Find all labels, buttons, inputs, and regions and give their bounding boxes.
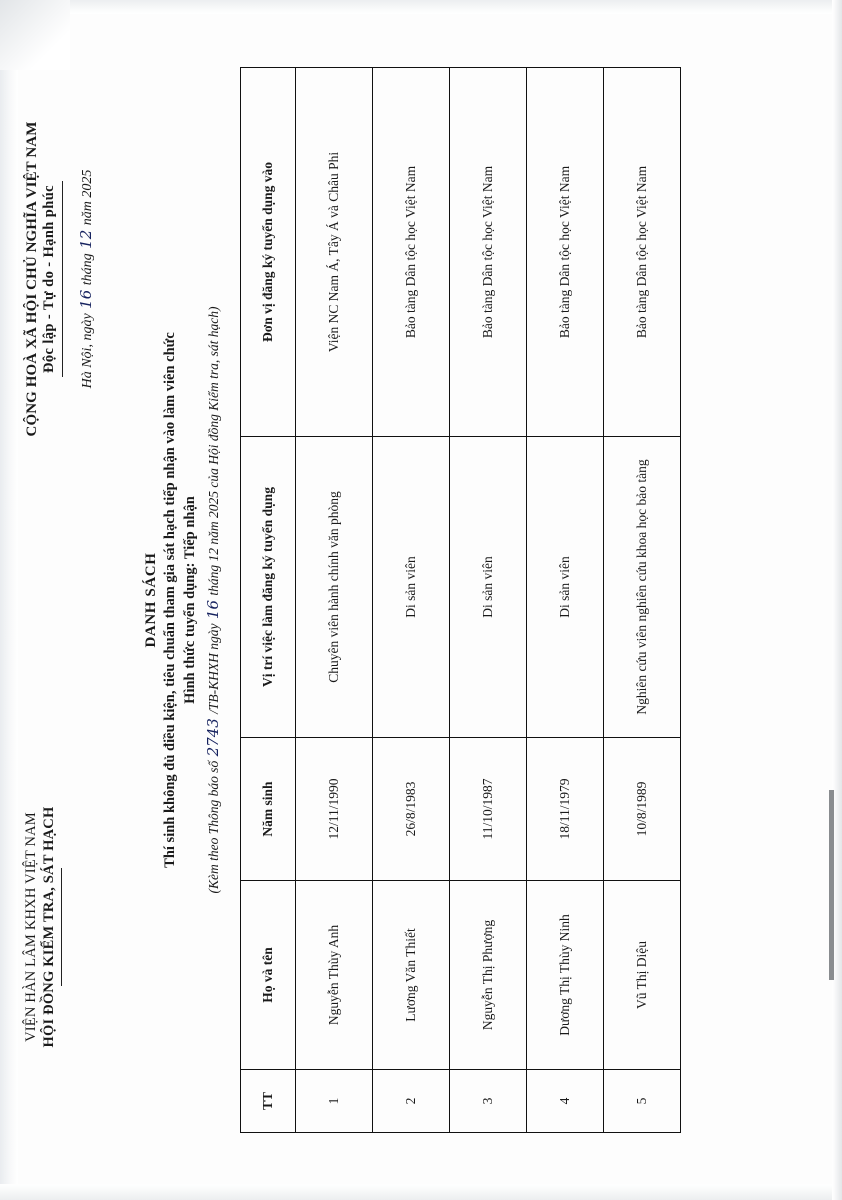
document-subtitle: Thí sinh không đủ điều kiện, tiêu chuẩn tham gia sát hạch tiếp nhận vào làm viên chức <box>162 332 179 868</box>
cell-unit: Bảo tàng Dân tộc học Việt Nam <box>449 68 526 437</box>
cell-name: Dương Thị Thùy Ninh <box>526 881 603 1070</box>
column-header-tt: TT <box>240 1070 295 1133</box>
place-date-mid: tháng <box>79 253 95 286</box>
cell-name: Nguyễn Thùy Anh <box>295 881 372 1070</box>
cell-tt: 3 <box>449 1070 526 1133</box>
cell-birth-year: 11/10/1987 <box>449 738 526 881</box>
cell-unit: Bảo tàng Dân tộc học Việt Nam <box>603 68 680 437</box>
national-motto: Độc lập - Tự do - Hạnh phúc <box>41 184 58 374</box>
cell-name: Lương Văn Thiết <box>372 881 449 1070</box>
scanner-edge-mark <box>829 790 834 980</box>
cell-unit: Bảo tàng Dân tộc học Việt Nam <box>372 68 449 437</box>
place-date-suffix: năm 2025 <box>79 169 95 226</box>
handwritten-document-number: 2743 <box>204 718 223 757</box>
reference-mid: /TB-KHXH ngày <box>206 623 222 714</box>
table-row <box>526 68 603 1133</box>
issuing-organization <box>23 712 62 1142</box>
cell-birth-year: 26/8/1983 <box>372 738 449 881</box>
table-row <box>449 68 526 1133</box>
table-row <box>295 68 372 1133</box>
page-edge-shadow-bottom <box>0 1184 842 1200</box>
country-name: CỘNG HOÀ XÃ HỘI CHỦ NGHĨA VIỆT NAM <box>24 121 40 437</box>
header-divider-right <box>62 181 63 377</box>
cell-unit: Bảo tàng Dân tộc học Việt Nam <box>526 68 603 437</box>
cell-name: Nguyễn Thị Phượng <box>449 881 526 1070</box>
page-edge-shadow-right <box>832 0 842 1200</box>
table-row <box>603 68 680 1133</box>
candidate-table <box>240 67 681 1133</box>
reference-tail: tháng 12 năm 2025 của Hội đồng Kiểm tra, sát hạch) <box>206 306 222 596</box>
document-header <box>21 20 133 1180</box>
table-row <box>372 68 449 1133</box>
cell-birth-year: 18/11/1979 <box>526 738 603 881</box>
document-sheet <box>21 20 821 1180</box>
cell-position: Di sản viên <box>526 437 603 738</box>
column-header-birth-year: Năm sinh <box>240 738 295 881</box>
cell-name: Vũ Thị Diệu <box>603 881 680 1070</box>
column-header-name: Họ và tên <box>240 881 295 1070</box>
organization-unit: HỘI ĐỒNG KIỂM TRA, SÁT HẠCH <box>40 806 57 1048</box>
column-header-unit: Đơn vị đăng ký tuyển dụng vào <box>240 68 295 437</box>
place-date-prefix: Hà Nội, ngày <box>79 313 95 389</box>
cell-unit: Viện NC Nam Á, Tây Á và Châu Phi <box>295 68 372 437</box>
organization-name: VIỆN HÀN LÂM KHXH VIỆT NAM <box>23 812 39 1042</box>
cell-tt: 5 <box>603 1070 680 1133</box>
cell-position: Di sản viên <box>449 437 526 738</box>
attachment-reference <box>203 20 223 1180</box>
column-header-position: Vị trí việc làm đăng ký tuyển dụng <box>240 437 295 738</box>
table-header-row <box>240 68 295 1133</box>
page-edge-shadow-left <box>0 0 18 1200</box>
handwritten-month: 12 <box>76 229 95 249</box>
place-and-date <box>77 44 96 514</box>
handwritten-reference-day: 16 <box>204 599 223 620</box>
cell-position: Chuyên viên hành chính văn phòng <box>295 437 372 738</box>
cell-birth-year: 12/11/1990 <box>295 738 372 881</box>
national-heading <box>23 44 96 514</box>
recruitment-form-line: Hình thức tuyển dụng: Tiếp nhận <box>181 496 198 704</box>
document-title-block <box>141 20 224 1180</box>
cell-tt: 2 <box>372 1070 449 1133</box>
page-edge-shadow-top <box>0 0 842 14</box>
cell-position: Di sản viên <box>372 437 449 738</box>
cell-tt: 1 <box>295 1070 372 1133</box>
header-divider-left <box>61 868 62 986</box>
cell-birth-year: 10/8/1989 <box>603 738 680 881</box>
document-title: DANH SÁCH <box>143 552 159 648</box>
cell-position: Nghiên cứu viên nghiên cứu khoa học bảo tàng <box>603 437 680 738</box>
reference-prefix: (Kèm theo Thông báo số <box>206 760 222 894</box>
cell-tt: 4 <box>526 1070 603 1133</box>
handwritten-day: 16 <box>76 289 95 309</box>
